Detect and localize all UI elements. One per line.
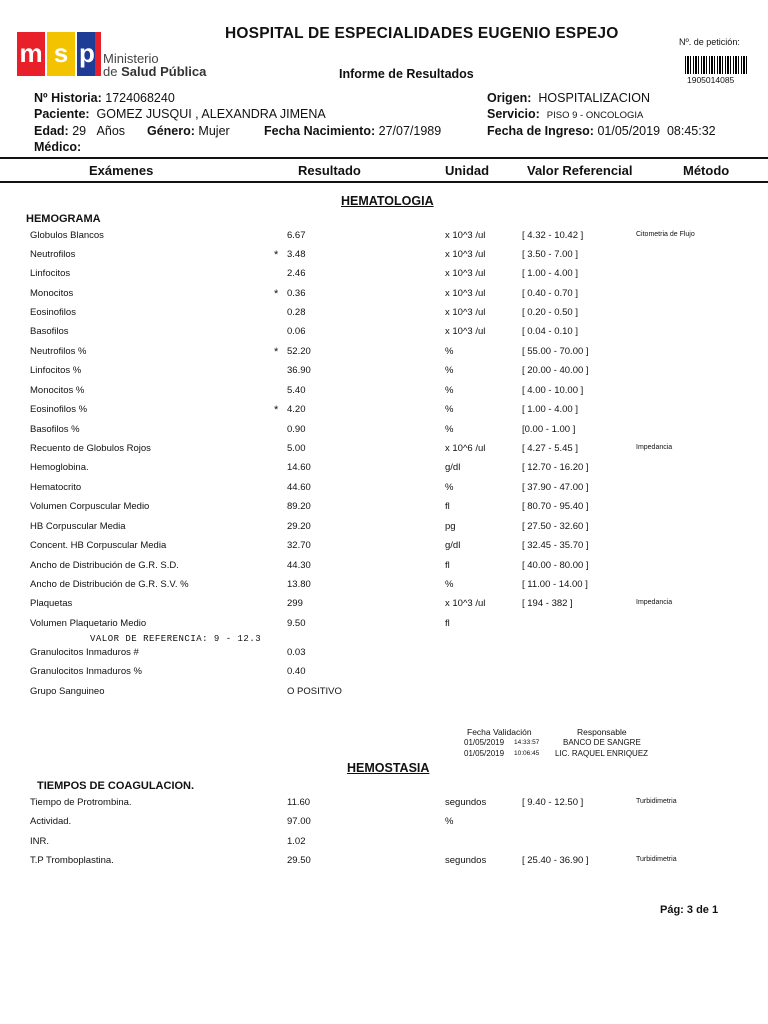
table-row	[0, 404, 768, 420]
origen-value: HOSPITALIZACION	[538, 91, 650, 105]
group-hemograma: HEMOGRAMA	[26, 213, 101, 225]
reference-range: [ 4.00 - 10.00 ]	[522, 385, 584, 396]
exam-name: Neutrofilos %	[30, 346, 87, 357]
table-row	[0, 288, 768, 304]
unit-value: fl	[445, 618, 450, 629]
reference-range: [ 0.20 - 0.50 ]	[522, 307, 578, 318]
unit-value: pg	[445, 521, 456, 532]
validation-date: 01/05/2019	[464, 749, 505, 758]
report-title: Informe de Resultados	[339, 67, 474, 81]
unit-value: segundos	[445, 855, 487, 866]
result-value: 29.50	[287, 855, 311, 866]
result-value: 44.30	[287, 560, 311, 571]
reference-range: [ 9.40 - 12.50 ]	[522, 797, 584, 808]
historia-label: Nº Historia:	[34, 91, 102, 105]
result-value: 97.00	[287, 816, 311, 827]
result-value: 29.20	[287, 521, 311, 532]
peticion-label: Nº. de petición:	[679, 37, 740, 47]
unit-value: %	[445, 385, 454, 396]
genero-value: Mujer	[198, 124, 230, 138]
table-row	[0, 462, 768, 478]
paciente-line	[34, 107, 326, 121]
page-number: Pág: 3 de 1	[660, 904, 719, 916]
table-row	[0, 346, 768, 362]
exam-name: Monocitos %	[30, 385, 85, 396]
result-value: 0.28	[287, 307, 306, 318]
result-value: 52.20	[287, 346, 311, 357]
reference-range: [ 55.00 - 70.00 ]	[522, 346, 589, 357]
flag-marker: *	[274, 346, 279, 358]
table-row	[0, 501, 768, 517]
method-value: Impedancia	[636, 444, 673, 451]
ingreso-label: Fecha de Ingreso:	[487, 124, 594, 138]
flag-marker: *	[274, 404, 279, 416]
table-row	[0, 326, 768, 342]
ministerio-text	[103, 52, 206, 78]
result-value: 0.90	[287, 424, 306, 435]
nacimiento-value: 27/07/1989	[378, 124, 442, 138]
reference-range: [ 80.70 - 95.40 ]	[522, 501, 589, 512]
flag-marker: *	[274, 249, 279, 261]
validation-date: 01/05/2019	[464, 738, 505, 747]
exam-name: Ancho de Distribución de G.R. S.V. %	[30, 579, 189, 590]
unit-value: %	[445, 365, 454, 376]
paciente-label: Paciente:	[34, 107, 90, 121]
result-value: 9.50	[287, 618, 306, 629]
reference-range: [ 4.32 - 10.42 ]	[522, 230, 584, 241]
table-row	[0, 797, 768, 813]
table-row	[0, 540, 768, 556]
fecha-validacion-label: Fecha Validación	[467, 727, 532, 737]
method-value: Turbidimetria	[636, 856, 677, 863]
result-value: 44.60	[287, 482, 311, 493]
flag-marker: *	[274, 288, 279, 300]
edad-line	[34, 124, 125, 138]
result-value: 1.02	[287, 836, 306, 847]
result-value: O POSITIVO	[287, 686, 342, 697]
result-value: 0.36	[287, 288, 306, 299]
unit-value: x 10^3 /ul	[445, 268, 486, 279]
result-value: 13.80	[287, 579, 311, 590]
logo-letter-p: p	[77, 32, 97, 76]
nacimiento-line	[264, 124, 441, 138]
ingreso-value: 01/05/2019 08:45:32	[597, 124, 716, 138]
table-row	[0, 230, 768, 246]
exam-name: Globulos Blancos	[30, 230, 104, 241]
table-row	[0, 598, 768, 614]
reference-range: [0.00 - 1.00 ]	[522, 424, 576, 435]
validation-time: 14:33:57	[514, 739, 540, 746]
origen-label: Origen:	[487, 91, 532, 105]
result-value: 6.67	[287, 230, 306, 241]
result-value: 5.40	[287, 385, 306, 396]
table-row	[0, 618, 768, 634]
unit-value: %	[445, 346, 454, 357]
exam-name: Grupo Sanguineo	[30, 686, 105, 697]
table-row	[0, 307, 768, 323]
exam-name: Basofilos %	[30, 424, 80, 435]
unit-value: x 10^3 /ul	[445, 307, 486, 318]
exam-name: Granulocitos Inmaduros %	[30, 666, 142, 677]
edad-value: 29	[72, 124, 87, 138]
table-row	[0, 268, 768, 284]
table-row	[0, 443, 768, 459]
reference-range: [ 1.00 - 4.00 ]	[522, 404, 578, 415]
reference-range: [ 0.40 - 0.70 ]	[522, 288, 578, 299]
unit-value: fl	[445, 560, 450, 571]
exam-name: Eosinofilos	[30, 307, 76, 318]
result-value: 3.48	[287, 249, 306, 260]
validation-time: 10:06:45	[514, 750, 540, 757]
method-value: Impedancia	[636, 599, 673, 606]
result-value: 2.46	[287, 268, 306, 279]
ministerio-line-1: Ministerio	[103, 51, 159, 66]
unit-value: %	[445, 579, 454, 590]
result-value: 4.20	[287, 404, 306, 415]
exam-name: Granulocitos Inmaduros #	[30, 647, 139, 658]
col-examenes: Exámenes	[89, 163, 154, 178]
genero-label: Género:	[147, 124, 195, 138]
table-row	[0, 855, 768, 871]
divider-bottom	[0, 181, 768, 183]
result-value: 89.20	[287, 501, 311, 512]
exam-name: Monocitos	[30, 288, 74, 299]
exam-name: Recuento de Globulos Rojos	[30, 443, 151, 454]
reference-range: [ 11.00 - 14.00 ]	[522, 579, 588, 590]
result-value: 11.60	[287, 797, 311, 808]
ministerio-salud: Salud Pública	[121, 64, 207, 79]
reference-range: [ 25.40 - 36.90 ]	[522, 855, 589, 866]
historia-line	[34, 91, 175, 105]
exam-name: Concent. HB Corpuscular Media	[30, 540, 167, 551]
hospital-title: HOSPITAL DE ESPECIALIDADES EUGENIO ESPEJO	[225, 25, 619, 42]
unit-value: fl	[445, 501, 450, 512]
responsable-label: Responsable	[577, 727, 627, 737]
unit-value: x 10^3 /ul	[445, 326, 486, 337]
nacimiento-label: Fecha Nacimiento:	[264, 124, 376, 138]
result-value: 0.06	[287, 326, 306, 337]
reference-range: [ 40.00 - 80.00 ]	[522, 560, 589, 571]
exam-name: Volumen Corpuscular Medio	[30, 501, 150, 512]
genero-line	[147, 124, 230, 138]
result-value: 0.40	[287, 666, 306, 677]
reference-note: VALOR DE REFERENCIA: 9 - 12.3	[90, 634, 262, 644]
col-resultado: Resultado	[298, 163, 361, 178]
unit-value: segundos	[445, 797, 487, 808]
anos-label: Años	[96, 124, 126, 138]
exam-name: Linfocitos	[30, 268, 71, 279]
table-row	[0, 647, 768, 663]
historia-value: 1724068240	[105, 91, 175, 105]
unit-value: %	[445, 816, 454, 827]
table-row	[0, 686, 768, 702]
exam-name: Volumen Plaquetario Medio	[30, 618, 147, 629]
servicio-label: Servicio:	[487, 107, 540, 121]
table-row	[0, 816, 768, 832]
reference-range: [ 27.50 - 32.60 ]	[522, 521, 589, 532]
unit-value: %	[445, 404, 454, 415]
result-value: 32.70	[287, 540, 311, 551]
exam-name: Hemoglobina.	[30, 462, 89, 473]
group-coagulacion: TIEMPOS DE COAGULACION.	[37, 780, 195, 792]
result-value: 0.03	[287, 647, 306, 658]
result-value: 36.90	[287, 365, 311, 376]
validation-responsable: BANCO DE SANGRE	[563, 738, 641, 747]
table-row	[0, 579, 768, 595]
exam-name: Actividad.	[30, 816, 72, 827]
section-hematologia: HEMATOLOGIA	[341, 194, 434, 208]
reference-range: [ 194 - 382 ]	[522, 598, 573, 609]
barcode	[685, 56, 748, 74]
servicio-line	[487, 107, 643, 121]
unit-value: x 10^6 /ul	[445, 443, 486, 454]
method-value: Turbidimetria	[636, 798, 677, 805]
exam-name: Eosinofilos %	[30, 404, 88, 415]
unit-value: x 10^3 /ul	[445, 249, 486, 260]
unit-value: %	[445, 482, 454, 493]
col-unidad: Unidad	[445, 163, 490, 178]
validation-responsable: LIC. RAQUEL ENRIQUEZ	[555, 749, 649, 758]
reference-range: [ 4.27 - 5.45 ]	[522, 443, 578, 454]
exam-name: T.P Tromboplastina.	[30, 855, 114, 866]
servicio-value: PISO 9 - ONCOLOGIA	[546, 110, 644, 121]
exam-name: Ancho de Distribución de G.R. S.D.	[30, 560, 179, 571]
exam-name: Basofilos	[30, 326, 69, 337]
table-row	[0, 365, 768, 381]
reference-range: [ 1.00 - 4.00 ]	[522, 268, 578, 279]
method-value: Citometria de Flujo	[636, 231, 695, 238]
exam-name: Neutrofilos	[30, 249, 76, 260]
unit-value: g/dl	[445, 540, 461, 551]
reference-range: [ 32.45 - 35.70 ]	[522, 540, 589, 551]
table-row	[0, 836, 768, 852]
logo-letter-s: s	[47, 32, 75, 76]
section-hemostasia: HEMOSTASIA	[347, 761, 430, 775]
barcode-number: 1905014085	[687, 75, 735, 85]
exam-name: INR.	[30, 836, 49, 847]
exam-name: Linfocitos %	[30, 365, 82, 376]
result-value: 14.60	[287, 462, 311, 473]
ministerio-line-2	[103, 65, 206, 78]
col-valor-referencial: Valor Referencial	[527, 163, 633, 178]
divider-top	[0, 157, 768, 159]
table-row	[0, 482, 768, 498]
unit-value: %	[445, 424, 454, 435]
table-row	[0, 521, 768, 537]
medico-label: Médico:	[34, 140, 82, 154]
result-value: 299	[287, 598, 303, 609]
reference-range: [ 3.50 - 7.00 ]	[522, 249, 578, 260]
ministerio-de: de	[103, 64, 118, 79]
col-metodo: Método	[683, 163, 730, 178]
edad-label: Edad:	[34, 124, 69, 138]
unit-value: g/dl	[445, 462, 461, 473]
exam-name: HB Corpuscular Media	[30, 521, 126, 532]
reference-range: [ 0.04 - 0.10 ]	[522, 326, 578, 337]
unit-value: x 10^3 /ul	[445, 288, 486, 299]
logo-cross	[95, 32, 101, 76]
reference-range: [ 37.90 - 47.00 ]	[522, 482, 589, 493]
exam-name: Tiempo de Protrombina.	[30, 797, 132, 808]
table-row	[0, 385, 768, 401]
table-row	[0, 560, 768, 576]
paciente-value: GOMEZ JUSQUI , ALEXANDRA JIMENA	[96, 107, 326, 121]
origen-line	[487, 91, 650, 105]
unit-value: x 10^3 /ul	[445, 230, 486, 241]
logo-letter-m: m	[17, 32, 45, 76]
exam-name: Plaquetas	[30, 598, 73, 609]
ingreso-line	[487, 124, 716, 138]
exam-name: Hematocrito	[30, 482, 82, 493]
reference-range: [ 20.00 - 40.00 ]	[522, 365, 589, 376]
table-row	[0, 249, 768, 265]
result-value: 5.00	[287, 443, 306, 454]
unit-value: x 10^3 /ul	[445, 598, 486, 609]
table-row	[0, 666, 768, 682]
medico-line	[34, 140, 81, 154]
reference-range: [ 12.70 - 16.20 ]	[522, 462, 589, 473]
table-row	[0, 424, 768, 440]
